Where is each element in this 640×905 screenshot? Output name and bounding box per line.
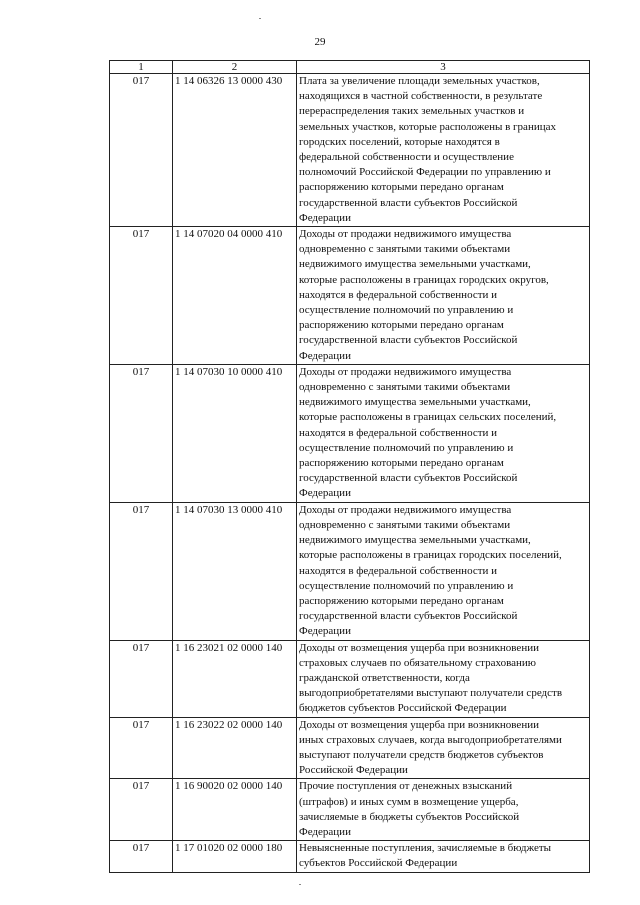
description-line: осуществление полномочий по управлению и [299, 304, 514, 317]
description-line: перераспределения таких земельных участков и [299, 105, 525, 118]
description-line: находятся в федеральной собственности и [299, 564, 498, 577]
page-number: 29 [314, 36, 326, 48]
description-cell [297, 227, 590, 365]
table-row [110, 841, 590, 872]
description-line: находящихся в частной собственности, в результате [299, 90, 543, 103]
description-line: государственной власти субъектов Российской [299, 610, 518, 623]
revenue-code-cell: 1 14 07030 13 0000 410 [173, 502, 297, 640]
description-line: одновременно с занятыми такими объектами [299, 243, 511, 256]
description-line: Доходы от продажи недвижимого имущества [299, 365, 512, 378]
revenue-code-cell: 1 16 90020 02 0000 140 [173, 779, 297, 841]
table-header-row [110, 61, 590, 74]
revenue-code-cell: 1 14 07030 10 0000 410 [173, 364, 297, 502]
column-header-3: 3 [297, 61, 590, 74]
description-cell [297, 640, 590, 717]
description-cell [297, 364, 590, 502]
description-line: субъектов Российской Федерации [299, 857, 458, 870]
description-line: городских поселений, которые находятся в [299, 135, 500, 148]
description-line: которые расположены в границах городских поселений, [299, 549, 562, 562]
description-line: государственной власти субъектов Российской [299, 334, 518, 347]
description-line: Российской Федерации [299, 764, 408, 777]
table-row [110, 717, 590, 779]
admin-code-cell: 017 [110, 640, 173, 717]
table-row [110, 364, 590, 502]
description-line: иных страховых случаев, когда выгодоприобретателями [299, 733, 562, 746]
description-line: Доходы от продажи недвижимого имущества [299, 503, 512, 516]
description-line: выступают получатели средств бюджетов субъектов [299, 748, 544, 761]
description-line: Прочие поступления от денежных взысканий [299, 780, 513, 793]
description-line: осуществление полномочий по управлению и [299, 579, 514, 592]
description-line: Федерации [299, 625, 351, 638]
description-line: Невыясненные поступления, зачисляемые в бюджеты [299, 842, 552, 855]
description-cell [297, 841, 590, 872]
revenue-code-cell: 1 16 23021 02 0000 140 [173, 640, 297, 717]
revenue-code-cell: 1 14 06326 13 0000 430 [173, 74, 297, 227]
admin-code-cell: 017 [110, 74, 173, 227]
column-header-1: 1 [110, 61, 173, 74]
description-cell [297, 502, 590, 640]
admin-code-cell: 017 [110, 779, 173, 841]
revenue-code-cell: 1 14 07020 04 0000 410 [173, 227, 297, 365]
description-line: распоряжению которыми передано органам [299, 594, 504, 607]
scan-speck [299, 884, 301, 885]
description-line: страховых случаев по обязательному страхованию [299, 656, 536, 669]
table-row [110, 502, 590, 640]
scan-speck [259, 18, 261, 19]
table-row [110, 74, 590, 227]
description-line: находятся в федеральной собственности и [299, 288, 498, 301]
table-row [110, 227, 590, 365]
description-line: находятся в федеральной собственности и [299, 426, 498, 439]
description-line: одновременно с занятыми такими объектами [299, 518, 511, 531]
description-line: государственной власти субъектов Российской [299, 472, 518, 485]
description-line: бюджетов субъектов Российской Федерации [299, 702, 507, 715]
description-line: Доходы от продажи недвижимого имущества [299, 228, 512, 241]
description-line: земельных участков, которые расположены в границах [299, 120, 556, 133]
description-line: Доходы от возмещения ущерба при возникновении [299, 718, 539, 731]
description-line: распоряжению которыми передано органам [299, 457, 504, 470]
description-line: одновременно с занятыми такими объектами [299, 381, 511, 394]
admin-code-cell: 017 [110, 227, 173, 365]
admin-code-cell: 017 [110, 841, 173, 872]
column-header-2: 2 [173, 61, 297, 74]
table-row [110, 640, 590, 717]
description-line: распоряжению которыми передано органам [299, 181, 504, 194]
admin-code-cell: 017 [110, 717, 173, 779]
admin-code-cell: 017 [110, 502, 173, 640]
admin-code-cell: 017 [110, 364, 173, 502]
description-line: гражданской ответственности, когда [299, 671, 470, 684]
table-row [110, 779, 590, 841]
description-line: Доходы от возмещения ущерба при возникновении [299, 641, 539, 654]
description-line: Федерации [299, 487, 351, 500]
description-line: (штрафов) и иных сумм в возмещение ущерба, [299, 795, 519, 808]
description-line: недвижимого имущества земельными участками, [299, 396, 531, 409]
revenue-code-cell: 1 16 23022 02 0000 140 [173, 717, 297, 779]
description-line: федеральной собственности и осуществление [299, 151, 514, 164]
description-line: зачисляемые в бюджеты субъектов Российской [299, 810, 520, 823]
description-line: которые расположены в границах городских округов, [299, 273, 549, 286]
description-line: недвижимого имущества земельными участками, [299, 258, 531, 271]
description-line: полномочий Российской Федерации по управлению и [299, 166, 551, 179]
revenue-code-cell: 1 17 01020 02 0000 180 [173, 841, 297, 872]
description-cell [297, 717, 590, 779]
description-line: выгодоприобретателями выступают получатели средств [299, 687, 563, 700]
description-cell [297, 74, 590, 227]
description-line: распоряжению которыми передано органам [299, 319, 504, 332]
description-line: государственной власти субъектов Российской [299, 196, 518, 209]
table-body [110, 74, 590, 873]
description-line: Федерации [299, 211, 351, 224]
description-cell [297, 779, 590, 841]
description-line: Плата за увеличение площади земельных участков, [299, 75, 540, 87]
description-line: Федерации [299, 825, 351, 838]
description-line: Федерации [299, 349, 351, 362]
description-line: осуществление полномочий по управлению и [299, 441, 514, 454]
description-line: которые расположены в границах сельских поселений, [299, 411, 557, 424]
revenue-codes-table [109, 60, 590, 873]
description-line: недвижимого имущества земельными участками, [299, 534, 531, 547]
